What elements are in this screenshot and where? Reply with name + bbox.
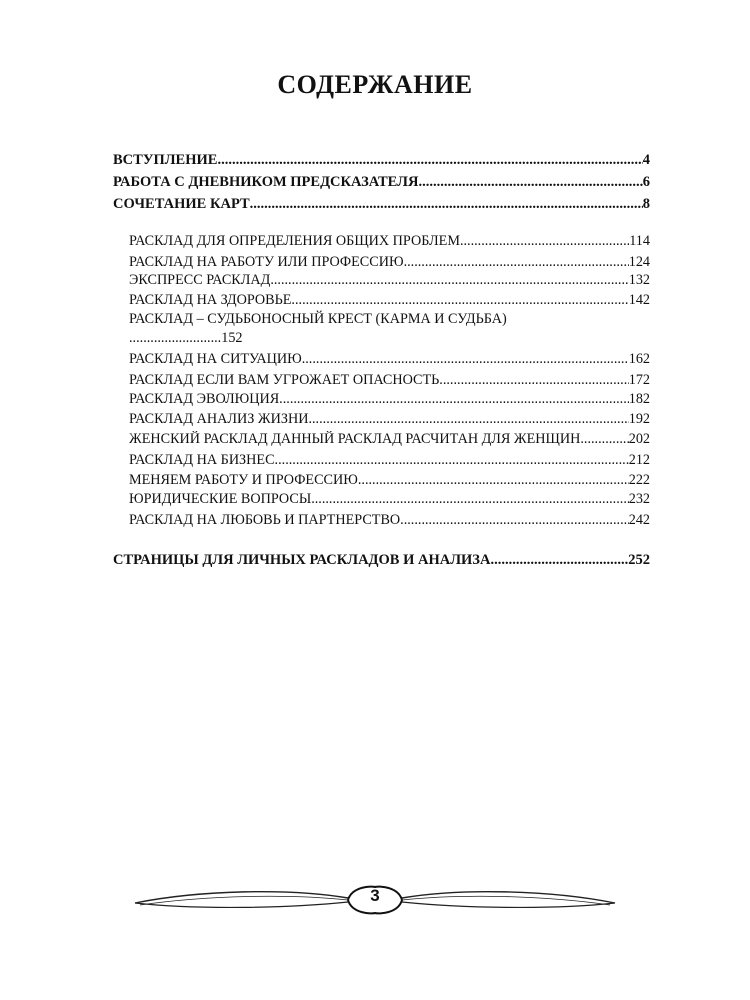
leader-dots [490,552,628,569]
toc-entry-page: 222 [628,472,650,488]
toc-entry-label: МЕНЯЕМ РАБОТУ И ПРОФЕССИЮ [129,472,358,488]
leader-dots [580,431,628,448]
toc-entry-label: РАСКЛАД ЭВОЛЮЦИЯ [129,391,280,407]
toc-entry-label: СТРАНИЦЫ ДЛЯ ЛИЧНЫХ РАСКЛАДОВ И АНАЛИЗА [113,552,491,568]
toc-subentry [129,351,650,368]
toc-entry-page: 202 [628,431,650,447]
toc-entry-label: ЖЕНСКИЙ РАСКЛАД ДАННЫЙ РАСКЛАД РАСЧИТАН ДЛЯ ЖЕНЩИН [129,431,581,447]
leader-dots [291,292,628,309]
leader-dots [302,351,629,368]
toc-entry [113,174,650,191]
toc-entry [113,552,650,569]
page-title: СОДЕРЖАНИЕ [277,70,473,99]
toc-subentry [129,272,650,289]
toc-entry-page: 114 [629,233,650,249]
toc-subentry [129,452,650,469]
toc-subentry [129,254,650,271]
toc-subentry [129,472,650,489]
toc-entry-label: РАСКЛАД НА ЛЮБОВЬ И ПАРТНЕРСТВО [129,512,401,528]
toc-entry-page: 252 [628,552,650,568]
toc-subentry [129,391,650,408]
toc-subentry [129,491,650,508]
leader-dots [308,411,628,428]
toc-entry-page: 132 [628,272,650,288]
leader-dots [439,372,628,389]
toc-entry-label: РАСКЛАД ЕСЛИ ВАМ УГРОЖАЕТ ОПАСНОСТЬ [129,372,440,388]
page-number: 3 [370,886,380,905]
leader-dots [279,391,629,408]
leader-dots [460,233,629,250]
leader-dots [217,152,642,169]
toc-entry-page: 6 [642,174,650,190]
toc-entry-page: 124 [628,254,650,270]
toc-entry-page: 212 [628,452,650,468]
toc-entry-page: 182 [628,391,650,407]
toc-subentry [129,431,650,448]
toc-subentry [129,411,650,428]
toc-entry-label: РАСКЛАД АНАЛИЗ ЖИЗНИ [129,411,309,427]
toc-entry-label: РАСКЛАД ДЛЯ ОПРЕДЕЛЕНИЯ ОБЩИХ ПРОБЛЕМ [129,233,460,249]
toc-entry-label: ЮРИДИЧЕСКИЕ ВОПРОСЫ [129,491,312,507]
toc-entry [113,196,650,213]
toc-entry-page: 242 [628,512,650,528]
toc-entry-page: 8 [642,196,650,212]
leader-dots [270,272,628,289]
toc-entry-label: РАСКЛАД НА СИТУАЦИЮ [129,351,302,367]
leader-dots [275,452,629,469]
toc-entry-page: 142 [628,292,650,308]
toc-subentry [129,292,650,309]
toc-entry [113,152,650,169]
toc-subentry [129,233,650,250]
toc-entry-page: 172 [628,372,650,388]
toc-entry-label: РАСКЛАД НА БИЗНЕС [129,452,275,468]
leader-dots [400,512,629,529]
toc-entry-label: ЭКСПРЕСС РАСКЛАД [129,272,271,288]
toc-entry-page: 232 [628,491,650,507]
toc-subentry [129,372,650,389]
toc-subentry [129,512,650,529]
leader-dots [418,174,642,191]
toc-entry-label: ВСТУПЛЕНИЕ [113,152,218,168]
leader-dots [250,196,643,213]
toc-entry-label: РАСКЛАД НА ЗДОРОВЬЕ [129,292,292,308]
toc-entry-page: 4 [642,152,650,168]
toc-entry-page: 192 [628,411,650,427]
leader-dots [311,491,629,508]
toc-entry-label: РАБОТА С ДНЕВНИКОМ ПРЕДСКАЗАТЕЛЯ [113,174,419,190]
toc-entry-label: РАСКЛАД – СУДЬБОНОСНЫЙ КРЕСТ (КАРМА И СУДЬБА) [129,311,507,327]
toc-entry-label: СОЧЕТАНИЕ КАРТ [113,196,250,212]
toc-entry-page: ..........................152 [129,330,243,346]
leader-dots [358,472,629,489]
toc-entry-page: 162 [628,351,650,367]
leader-dots [404,254,629,271]
toc-entry-label: РАСКЛАД НА РАБОТУ ИЛИ ПРОФЕССИЮ [129,254,404,270]
